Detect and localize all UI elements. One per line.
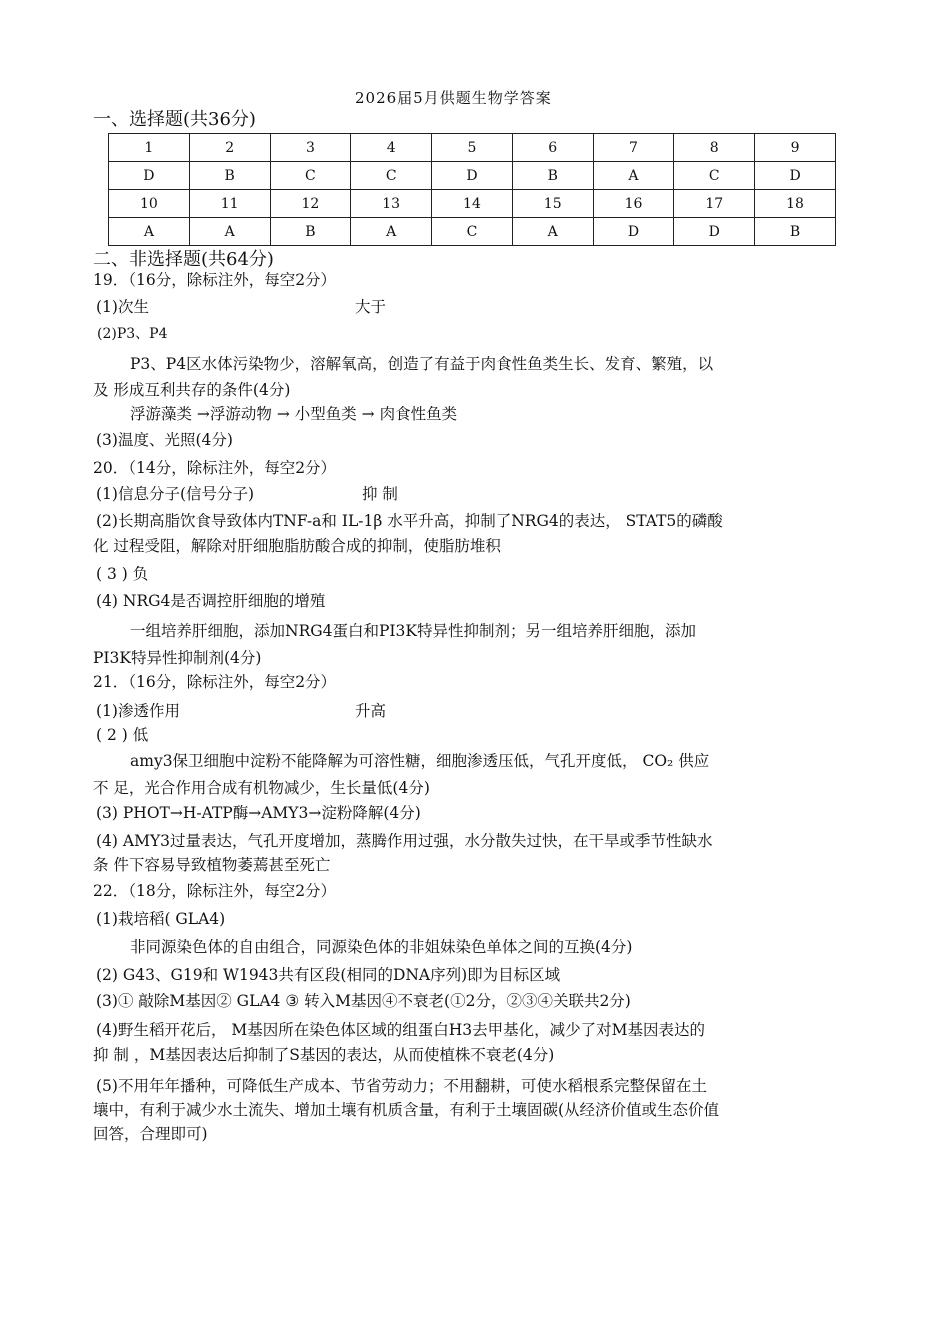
q22-header: 22．（18分，除标注外，每空2分） [93,882,337,900]
answer-cell: A [189,218,270,246]
section1-heading: 一、选择题(共36分) [93,109,256,130]
answer-cell: D [755,162,836,190]
q21-a1-right: 升高 [355,702,387,720]
answer-cell: B [755,218,836,246]
question-number-cell: 4 [351,134,432,162]
answer-cell: A [109,218,190,246]
q19-a1-right: 大于 [355,298,387,316]
answer-cell: D [593,218,674,246]
question-number-cell: 5 [432,134,513,162]
answer-cell: C [270,162,351,190]
q20-header: 20．（14分，除标注外，每空2分） [93,459,337,477]
q20-a3: ( 3 ) 负 [96,565,149,583]
q22-a1-text: 非同源染色体的自由组合，同源染色体的非姐妹染色单体之间的互换(4分) [130,938,633,956]
q19-a3: (3)温度、光照(4分) [96,431,233,449]
answer-cell: D [674,218,755,246]
q22-a4-line2: 抑 制 ，M基因表达后抑制了S基因的表达，从而使植株不衰老(4分) [93,1046,555,1064]
question-number-cell: 3 [270,134,351,162]
question-number-cell: 17 [674,190,755,218]
q22-a5-line3: 回答，合理即可) [93,1125,208,1143]
question-number-cell: 7 [593,134,674,162]
question-number-cell: 9 [755,134,836,162]
q20-a4-text2: PI3K特异性抑制剂(4分) [93,649,262,667]
answer-cell: D [432,162,513,190]
question-number-cell: 12 [270,190,351,218]
q20-a1-left: (1)信息分子(信号分子) [96,485,255,503]
q20-a2-line1: (2)长期高脂饮食导致体内TNF-a和 IL-1β 水平升高，抑制了NRG4的表达， STAT5的磷酸 [96,512,723,530]
answer-cell: A [593,162,674,190]
q19-a2: (2)P3、P4 [97,326,168,342]
question-number-cell: 2 [189,134,270,162]
q19-a2-chain: 浮游藻类 →浮游动物 → 小型鱼类 → 肉食性鱼类 [130,405,458,423]
q21-a2-text2: 不 足，光合作用合成有机物减少，生长量低(4分) [93,779,430,797]
answer-cell: A [512,218,593,246]
q19-header: 19．（16分，除标注外，每空2分） [93,271,337,289]
answer-cell: B [270,218,351,246]
q20-a1-right: 抑 制 [362,485,398,503]
q22-a5-line2: 壤中，有利于减少水土流失、增加土壤有机质含量，有利于土壤固碳(从经济价值或生态价值 [93,1101,720,1119]
q22-a1: (1)栽培稻( GLA4) [96,910,226,928]
q21-a3: (3) PHOT→H-ATP酶→AMY3→淀粉降解(4分) [96,804,421,822]
q21-header: 21．（16分，除标注外，每空2分） [93,673,337,691]
answer-cell: C [432,218,513,246]
question-number-cell: 8 [674,134,755,162]
question-number-cell: 13 [351,190,432,218]
answer-cell: D [109,162,190,190]
question-number-cell: 10 [109,190,190,218]
answer-row [109,218,836,246]
q22-a3: (3)① 敲除M基因② GLA4 ③ 转入M基因④不衰老(①2分，②③④关联共2分) [96,992,631,1010]
answer-cell: C [351,162,432,190]
answer-row [109,162,836,190]
q20-a4: (4) NRG4是否调控肝细胞的增殖 [96,592,326,610]
q21-a2-text1: amy3保卫细胞中淀粉不能降解为可溶性糖，细胞渗透压低，气孔开度低， CO₂ 供应 [130,752,710,770]
q22-a5-line1: (5)不用年年播种，可降低生产成本、节省劳动力；不用翻耕，可使水稻根系完整保留在土 [96,1077,707,1095]
q21-a1-left: (1)渗透作用 [96,702,180,720]
q19-a2-text2: 及 形成互利共存的条件(4分) [93,381,291,399]
q19-a2-text1: P3、P4区水体污染物少，溶解氧高，创造了有益于肉食性鱼类生长、发育、繁殖，以 [130,355,714,373]
answer-cell: C [674,162,755,190]
question-number-cell: 15 [512,190,593,218]
q19-a1-left: (1)次生 [96,298,149,316]
answer-cell: B [512,162,593,190]
q20-a4-text1: 一组培养肝细胞，添加NRG4蛋白和PI3K特异性抑制剂；另一组培养肝细胞，添加 [130,622,696,640]
answer-cell: A [351,218,432,246]
question-number-row [109,134,836,162]
q21-a4-line2: 条 件下容易导致植物萎蔫甚至死亡 [93,856,331,874]
question-number-cell: 1 [109,134,190,162]
question-number-cell: 16 [593,190,674,218]
question-number-row [109,190,836,218]
q21-a2: ( 2 ) 低 [96,726,149,744]
question-number-cell: 14 [432,190,513,218]
section2-heading: 二、非选择题(共64分) [93,249,274,270]
answer-cell: B [189,162,270,190]
question-number-cell: 6 [512,134,593,162]
q21-a4-line1: (4) AMY3过量表达，气孔开度增加，蒸腾作用过强，水分散失过快，在干旱或季节性缺水 [96,832,713,850]
page-title: 2026届5月供题生物学答案 [355,89,552,107]
question-number-cell: 18 [755,190,836,218]
q22-a2: (2) G43、G19和 W1943共有区段(相同的DNA序列)即为目标区域 [96,966,561,984]
answer-table [108,133,836,246]
q20-a2-line2: 化 过程受阻，解除对肝细胞脂肪酸合成的抑制，使脂肪堆积 [93,537,501,555]
q22-a4-line1: (4)野生稻开花后， M基因所在染色体区域的组蛋白H3去甲基化，减少了对M基因表达的 [96,1021,706,1039]
question-number-cell: 11 [189,190,270,218]
